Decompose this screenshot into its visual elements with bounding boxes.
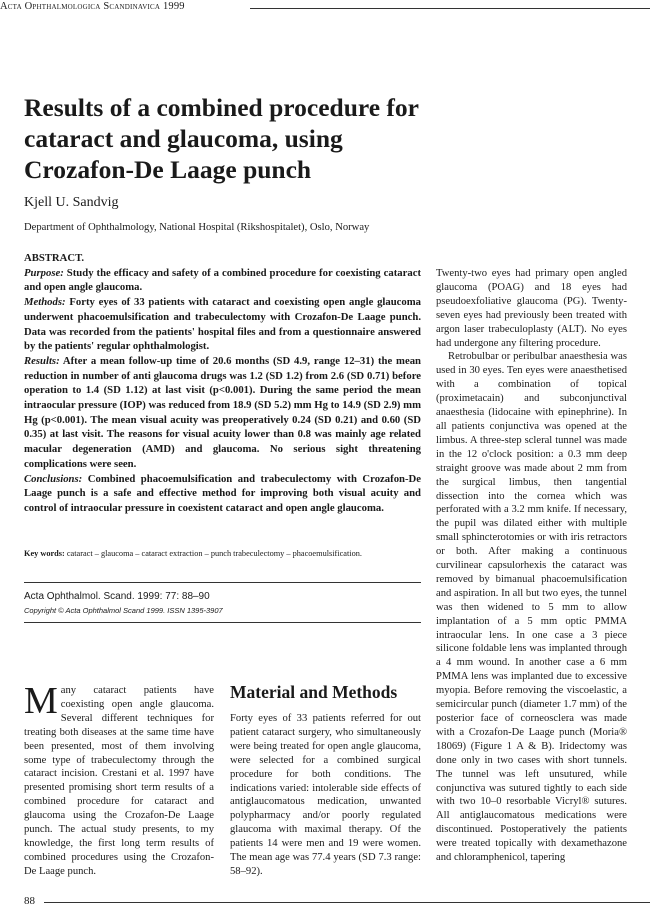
- intro-text: any cataract patients have coexisting open angle glaucoma. Several different techniques for treating both diseases at the same time have been presented, most of them involving some type of trabeculectomy through the cataract incision. Crestani et al. 1997 have presented promising short term results of a combined procedure for cataract and glaucoma using the Crozafon-De Laage punch. The actual study presents, to my knowledge, the first long term results of combined procedures using the Crozafon-De Laage punch.: [24, 685, 214, 877]
- conclusions-label: Conclusions:: [24, 472, 83, 485]
- author-affiliation: Department of Ophthalmology, National Hospital (Rikshospitalet), Oslo, Norway: [24, 222, 370, 233]
- purpose-text: Study the efficacy and safety of a combined procedure for coexisting cataract and open angle glaucoma.: [24, 266, 422, 294]
- drop-cap: M: [24, 680, 58, 722]
- intro-paragraph: [24, 680, 214, 879]
- journal-header: [0, 1, 185, 12]
- header-rule: [250, 8, 650, 9]
- footer-rule: [44, 902, 650, 903]
- right-paragraph-1: Twenty-two eyes had primary open angled glaucoma (POAG) and 18 eyes had pseudoexfoliative glaucoma (PG). Twenty-seven eyes had previously been treated with argon laser trabeculoplasty (ALT). No eyes had undergone any filtering procedure.: [436, 268, 627, 349]
- abstract-methods: [24, 295, 421, 354]
- citation-reference: Acta Ophthalmol. Scand. 1999: 77: 88–90: [24, 591, 210, 602]
- results-text: After a mean follow-up time of 20.6 months (SD 4.9, range 12–31) the mean reduction in number of anti glaucoma drugs was 1.2 (SD 1.2) from 2.6 (SD 0.71) before operation to 1.4 (SD 1.12) at last visit (p<0.001). During the same period the mean intraocular pressure (IOP) was reduced from 18.9 (SD 5.2) mm Hg to 14.9 (SD 2.9) mm Hg (p<0.001). The mean visual acuity was preoperatively 0.24 (SD 0.21) and 0.60 (SD 0.35) at last visit. The reasons for visual acuity lower than 0.8 was mainly age related macular degeneration (AMD) and glaucoma. No serious sight threatening complications were seen.: [24, 354, 421, 470]
- abstract-heading: ABSTRACT.: [24, 252, 85, 264]
- citation: [24, 590, 421, 618]
- section-heading-methods: Material and Methods: [230, 682, 398, 702]
- abstract-purpose: [24, 266, 421, 295]
- author-name: Kjell U. Sandvig: [24, 195, 119, 210]
- citation-rule-top: [24, 582, 421, 583]
- methods-label: Methods:: [24, 296, 66, 309]
- page-number: 88: [24, 895, 35, 907]
- abstract-conclusions: [24, 472, 421, 516]
- keywords: [24, 547, 421, 560]
- copyright-line: Copyright © Acta Ophthalmol Scand 1999. ISSN 1395-3907: [24, 606, 223, 615]
- intro-column: [24, 680, 214, 879]
- citation-rule-bottom: [24, 622, 421, 623]
- article-title: Results of a combined procedure for cataract and glaucoma, using Crozafon-De Laage punch: [24, 93, 419, 184]
- abstract-results: [24, 354, 421, 472]
- methods-text: Forty eyes of 33 patients with cataract and coexisting open angle glaucoma underwent phacoemulsification and trabeculectomy with Crozafon-De Laage punch. Data was recorded from the patients' hospital files and from a questionnaire answered by the patients' regular ophthalmologist.: [24, 296, 422, 353]
- journal-year: 1999: [162, 1, 185, 12]
- keywords-text: cataract – glaucoma – cataract extraction – punch trabeculectomy – phacoemulsification.: [66, 549, 362, 558]
- right-column: [436, 267, 627, 865]
- right-paragraph-2: Retrobulbar or peribulbar anaesthesia was used in 30 eyes. Ten eyes were anaesthetised with a combination of topical (proximetacain) and subconjunctival anaesthesia (lidocaine with epinephrine). In all patients conjunctiva was opened at the limbus. A three-step scleral tunnel was made in the 12 o'clock position: a 0.3 mm deep straight groove was made about 2 mm from the surgical limbus, then tangential dissection into the cornea which was perforated with a 3.2 mm knife. If necessary, the pupil was dilated either with multiple small sphincterotomies or with iris retractors or both. After making a continuous curvilinear capsulorhexis the cataract was removed by bimanual phacoemulsification and aspiration. In all but two eyes, the tunnel was then widened to 5 mm to allow implantation of a 5 mm optic PMMA intraocular lens. In one case a 3 piece silicone foldable lens was implanted through a 4 mm wound. In another case a 6 mm PMMA lens was implanted due to excessive myopia. Before removing the viscoelastic, a semicircular punch (diameter 1.7 mm) of the posterior face of corneosclera was made with a Crozafon-De Laage punch (Moria® 18069) (Figure 1 A & B). Iridectomy was done only in two cases with short tunnels. The tunnel was left unsutured, while conjunctiva was sutured tightly to each side with two 10–0 resorbable Vicryl® sutures. All antiglaucomatous medications were discontinued. Postoperatively the patients were treated topically with dexamethazone and chloramphenicol, tapering: [436, 351, 627, 864]
- results-label: Results:: [24, 354, 60, 367]
- conclusions-text: Combined phacoemulsification and trabeculectomy with Crozafon-De Laage punch is a safe and effective method for improving both visual acuity and control of intraocular pressure in coexistent cataract and open angle glaucoma.: [24, 472, 421, 514]
- journal-name: Acta Ophthalmologica Scandinavica: [0, 1, 161, 12]
- methods-paragraph-1: Forty eyes of 33 patients referred for out patient cataract surgery, who simultaneously were being treated for open angle glaucoma, were selected for a combined surgical procedure for both conditions. The indications varied: intolerable side effects of antiglaucomatous medication, unwanted polypharmacy and/or poorly regulated glaucoma with maximal therapy. Of the patients 14 were men and 19 were women. The mean age was 77.4 years (SD 7.3 range: 58–92).: [230, 713, 421, 877]
- abstract: [24, 251, 421, 516]
- keywords-label: Key words:: [24, 549, 65, 558]
- methods-column: [230, 712, 421, 879]
- purpose-label: Purpose:: [24, 266, 64, 279]
